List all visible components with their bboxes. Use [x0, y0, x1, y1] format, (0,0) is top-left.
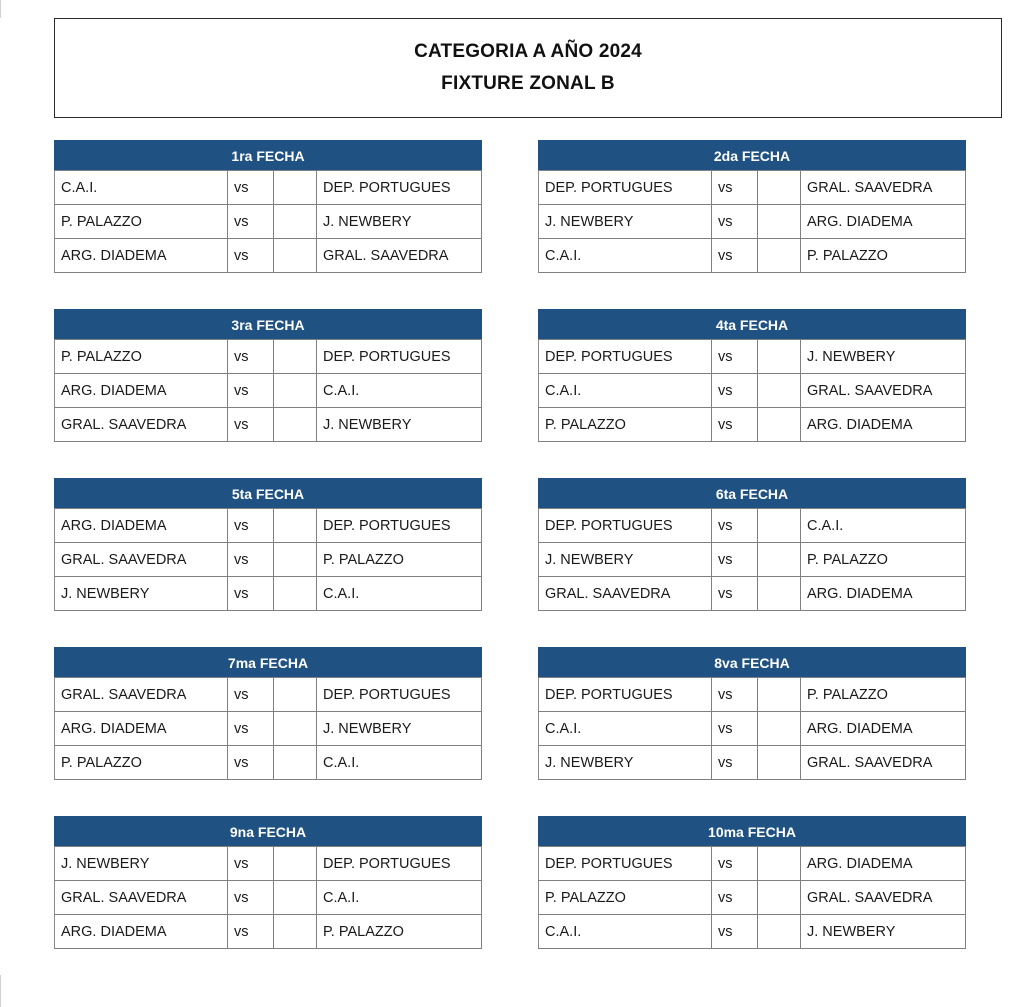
table-row	[55, 678, 482, 712]
versus-cell: vs	[712, 408, 758, 442]
versus-cell: vs	[228, 171, 274, 205]
fecha-block	[538, 647, 966, 780]
home-team-cell: ARG. DIADEMA	[55, 915, 228, 949]
away-team-cell: C.A.I.	[317, 374, 482, 408]
fixture-row	[0, 647, 1024, 780]
score-cell	[274, 678, 317, 712]
away-team-cell: DEP. PORTUGUES	[317, 678, 482, 712]
fecha-header: 5ta FECHA	[54, 478, 482, 508]
score-cell	[274, 374, 317, 408]
table-row	[55, 746, 482, 780]
versus-cell: vs	[228, 678, 274, 712]
score-cell	[274, 171, 317, 205]
versus-cell: vs	[712, 915, 758, 949]
fecha-header: 6ta FECHA	[538, 478, 966, 508]
home-team-cell: P. PALAZZO	[539, 408, 712, 442]
table-row	[539, 915, 966, 949]
versus-cell: vs	[712, 847, 758, 881]
score-cell	[274, 577, 317, 611]
away-team-cell: P. PALAZZO	[317, 543, 482, 577]
home-team-cell: P. PALAZZO	[55, 746, 228, 780]
away-team-cell: DEP. PORTUGUES	[317, 340, 482, 374]
versus-cell: vs	[228, 712, 274, 746]
home-team-cell: C.A.I.	[539, 712, 712, 746]
versus-cell: vs	[228, 881, 274, 915]
versus-cell: vs	[228, 239, 274, 273]
versus-cell: vs	[712, 543, 758, 577]
away-team-cell: C.A.I.	[317, 746, 482, 780]
away-team-cell: J. NEWBERY	[317, 408, 482, 442]
fixture-row	[0, 140, 1024, 273]
fecha-block	[54, 309, 482, 442]
score-cell	[758, 408, 801, 442]
fecha-block	[54, 140, 482, 273]
home-team-cell: DEP. PORTUGUES	[539, 171, 712, 205]
away-team-cell: GRAL. SAAVEDRA	[801, 881, 966, 915]
versus-cell: vs	[712, 205, 758, 239]
home-team-cell: P. PALAZZO	[55, 340, 228, 374]
fixture-row	[0, 478, 1024, 611]
fecha-header: 8va FECHA	[538, 647, 966, 677]
away-team-cell: C.A.I.	[801, 509, 966, 543]
home-team-cell: GRAL. SAAVEDRA	[55, 881, 228, 915]
away-team-cell: GRAL. SAAVEDRA	[317, 239, 482, 273]
table-row	[539, 543, 966, 577]
home-team-cell: DEP. PORTUGUES	[539, 509, 712, 543]
fecha-header: 7ma FECHA	[54, 647, 482, 677]
home-team-cell: ARG. DIADEMA	[55, 239, 228, 273]
score-cell	[758, 881, 801, 915]
versus-cell: vs	[712, 171, 758, 205]
versus-cell: vs	[228, 408, 274, 442]
score-cell	[274, 543, 317, 577]
fecha-match-table	[54, 677, 482, 780]
table-row	[539, 712, 966, 746]
score-cell	[274, 239, 317, 273]
table-row	[55, 881, 482, 915]
page-title: CATEGORIA A AÑO 2024	[414, 41, 642, 62]
fixture-row	[0, 816, 1024, 949]
table-row	[539, 205, 966, 239]
home-team-cell: ARG. DIADEMA	[55, 712, 228, 746]
fecha-block	[538, 309, 966, 442]
away-team-cell: DEP. PORTUGUES	[317, 171, 482, 205]
table-row	[55, 408, 482, 442]
home-team-cell: GRAL. SAAVEDRA	[539, 577, 712, 611]
fecha-match-table	[538, 846, 966, 949]
home-team-cell: DEP. PORTUGUES	[539, 340, 712, 374]
score-cell	[758, 678, 801, 712]
away-team-cell: GRAL. SAAVEDRA	[801, 171, 966, 205]
home-team-cell: P. PALAZZO	[55, 205, 228, 239]
score-cell	[274, 712, 317, 746]
fecha-header: 3ra FECHA	[54, 309, 482, 339]
score-cell	[274, 509, 317, 543]
versus-cell: vs	[712, 678, 758, 712]
fecha-block	[538, 816, 966, 949]
fecha-match-table	[538, 170, 966, 273]
table-row	[55, 509, 482, 543]
away-team-cell: P. PALAZZO	[317, 915, 482, 949]
table-row	[539, 408, 966, 442]
away-team-cell: P. PALAZZO	[801, 239, 966, 273]
fixture-grid	[0, 140, 1024, 985]
page-subtitle: FIXTURE ZONAL B	[441, 73, 615, 94]
fecha-match-table	[538, 677, 966, 780]
table-row	[55, 915, 482, 949]
fecha-match-table	[538, 508, 966, 611]
fecha-match-table	[54, 508, 482, 611]
table-row	[539, 847, 966, 881]
score-cell	[274, 915, 317, 949]
away-team-cell: ARG. DIADEMA	[801, 577, 966, 611]
table-row	[55, 543, 482, 577]
score-cell	[274, 340, 317, 374]
versus-cell: vs	[228, 509, 274, 543]
score-cell	[274, 205, 317, 239]
home-team-cell: J. NEWBERY	[55, 577, 228, 611]
score-cell	[758, 543, 801, 577]
away-team-cell: GRAL. SAAVEDRA	[801, 374, 966, 408]
score-cell	[274, 746, 317, 780]
score-cell	[758, 374, 801, 408]
score-cell	[274, 881, 317, 915]
home-team-cell: GRAL. SAAVEDRA	[55, 678, 228, 712]
table-row	[539, 881, 966, 915]
home-team-cell: GRAL. SAAVEDRA	[55, 543, 228, 577]
away-team-cell: ARG. DIADEMA	[801, 408, 966, 442]
table-row	[539, 374, 966, 408]
versus-cell: vs	[228, 340, 274, 374]
away-team-cell: ARG. DIADEMA	[801, 847, 966, 881]
away-team-cell: J. NEWBERY	[317, 712, 482, 746]
score-cell	[758, 205, 801, 239]
versus-cell: vs	[712, 239, 758, 273]
home-team-cell: C.A.I.	[539, 239, 712, 273]
fecha-match-table	[54, 339, 482, 442]
score-cell	[758, 577, 801, 611]
versus-cell: vs	[228, 915, 274, 949]
home-team-cell: C.A.I.	[539, 915, 712, 949]
fecha-block	[54, 478, 482, 611]
fecha-header: 9na FECHA	[54, 816, 482, 846]
away-team-cell: ARG. DIADEMA	[801, 205, 966, 239]
table-row	[539, 509, 966, 543]
table-row	[55, 239, 482, 273]
away-team-cell: DEP. PORTUGUES	[317, 509, 482, 543]
fecha-block	[538, 140, 966, 273]
table-row	[55, 205, 482, 239]
table-row	[539, 239, 966, 273]
home-team-cell: C.A.I.	[539, 374, 712, 408]
versus-cell: vs	[712, 712, 758, 746]
home-team-cell: J. NEWBERY	[539, 205, 712, 239]
home-team-cell: P. PALAZZO	[539, 881, 712, 915]
fecha-header: 1ra FECHA	[54, 140, 482, 170]
away-team-cell: C.A.I.	[317, 881, 482, 915]
table-row	[539, 746, 966, 780]
away-team-cell: P. PALAZZO	[801, 543, 966, 577]
away-team-cell: P. PALAZZO	[801, 678, 966, 712]
versus-cell: vs	[228, 374, 274, 408]
fecha-match-table	[54, 846, 482, 949]
home-team-cell: ARG. DIADEMA	[55, 374, 228, 408]
fecha-header: 10ma FECHA	[538, 816, 966, 846]
away-team-cell: J. NEWBERY	[317, 205, 482, 239]
versus-cell: vs	[712, 746, 758, 780]
table-row	[55, 171, 482, 205]
versus-cell: vs	[712, 881, 758, 915]
home-team-cell: DEP. PORTUGUES	[539, 678, 712, 712]
table-row	[539, 678, 966, 712]
away-team-cell: ARG. DIADEMA	[801, 712, 966, 746]
home-team-cell: GRAL. SAAVEDRA	[55, 408, 228, 442]
versus-cell: vs	[712, 374, 758, 408]
versus-cell: vs	[228, 746, 274, 780]
score-cell	[758, 847, 801, 881]
versus-cell: vs	[228, 543, 274, 577]
versus-cell: vs	[712, 509, 758, 543]
score-cell	[758, 915, 801, 949]
away-team-cell: GRAL. SAAVEDRA	[801, 746, 966, 780]
fixture-row	[0, 309, 1024, 442]
fecha-match-table	[54, 170, 482, 273]
fecha-header: 2da FECHA	[538, 140, 966, 170]
table-row	[55, 340, 482, 374]
away-team-cell: DEP. PORTUGUES	[317, 847, 482, 881]
fecha-match-table	[538, 339, 966, 442]
home-team-cell: J. NEWBERY	[539, 543, 712, 577]
document-title-box	[54, 18, 1002, 118]
score-cell	[758, 509, 801, 543]
score-cell	[758, 171, 801, 205]
score-cell	[274, 847, 317, 881]
score-cell	[758, 239, 801, 273]
away-team-cell: C.A.I.	[317, 577, 482, 611]
table-row	[539, 340, 966, 374]
fecha-header: 4ta FECHA	[538, 309, 966, 339]
home-team-cell: ARG. DIADEMA	[55, 509, 228, 543]
versus-cell: vs	[228, 847, 274, 881]
fecha-block	[538, 478, 966, 611]
page-edge-rule-top	[0, 0, 1, 18]
versus-cell: vs	[228, 577, 274, 611]
score-cell	[758, 746, 801, 780]
home-team-cell: C.A.I.	[55, 171, 228, 205]
table-row	[539, 577, 966, 611]
home-team-cell: J. NEWBERY	[539, 746, 712, 780]
table-row	[55, 577, 482, 611]
score-cell	[758, 712, 801, 746]
away-team-cell: J. NEWBERY	[801, 340, 966, 374]
fecha-block	[54, 816, 482, 949]
score-cell	[274, 408, 317, 442]
table-row	[539, 171, 966, 205]
versus-cell: vs	[712, 577, 758, 611]
home-team-cell: J. NEWBERY	[55, 847, 228, 881]
table-row	[55, 374, 482, 408]
table-row	[55, 847, 482, 881]
score-cell	[758, 340, 801, 374]
versus-cell: vs	[228, 205, 274, 239]
home-team-cell: DEP. PORTUGUES	[539, 847, 712, 881]
table-row	[55, 712, 482, 746]
away-team-cell: J. NEWBERY	[801, 915, 966, 949]
fecha-block	[54, 647, 482, 780]
versus-cell: vs	[712, 340, 758, 374]
